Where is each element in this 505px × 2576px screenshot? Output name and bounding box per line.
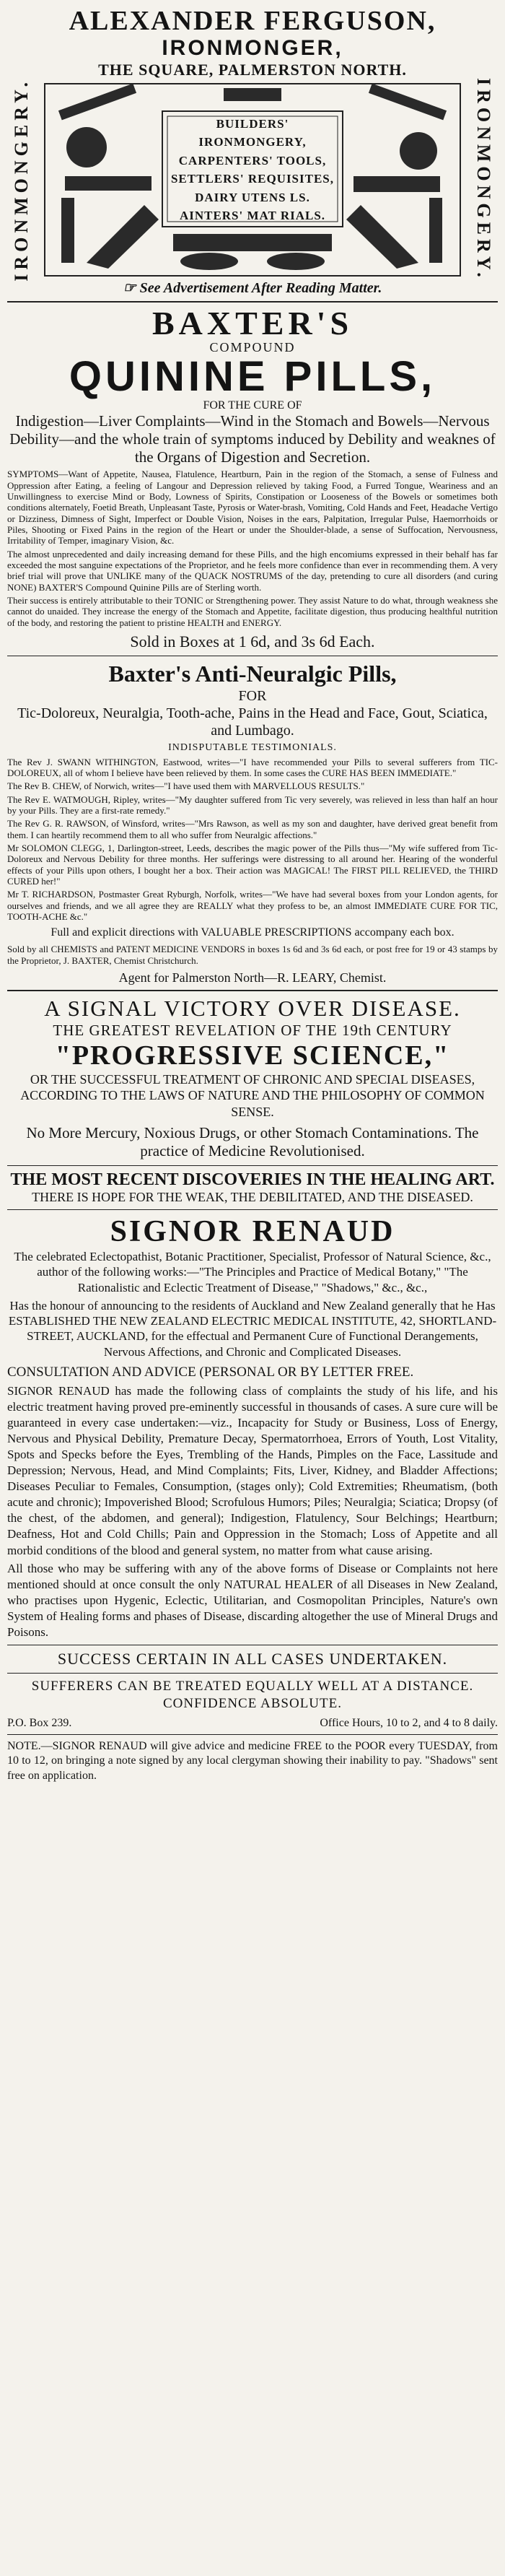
advertiser-trade: IRONMONGER, [162,35,343,60]
advertiser-address: THE SQUARE, PALMERSTON NORTH. [98,60,407,79]
testimonial: The Rev E. WATMOUGH, Ripley, writes—"My daughter suffered from Tic very severely, was relieved in less than half an hour by your Pills. They are a first-rate remedy." [7,793,498,817]
treatment-description: OR THE SUCCESSFUL TREATMENT OF CHRONIC AND SPECIAL DISEASES, ACCORDING TO THE LAWS OF NATURE AND THE PHILOSOPHY OF COMMON SENSE. [20,1071,485,1119]
divider [7,1209,498,1210]
plaque-line: CARPENTERS' TOOLS, [178,153,327,167]
success-paragraph: Their success is entirely attributable to their TONIC or Strengthening power. They assist Nature to do what, through weakness she cannot do unaided. They increase the energy of the Stomach and Appetite, facilitate digestion, thus producing healthful nutrition of the body, and restoring the patient to pristine HEALTH and ENERGY. [7,594,498,628]
divider [7,301,498,303]
for-cure-label: FOR THE CURE OF [203,399,302,412]
testimonials-heading: INDISPUTABLE TESTIMONIALS. [168,741,337,753]
brand-name: BAXTER'S [152,304,354,341]
ferguson-advertisement [7,7,498,297]
plaque-line: SETTLERS' REQUISITES, [170,172,335,186]
plaque-line: AINTERS' MAT RIALS. [179,209,326,223]
symptoms-paragraph: SYMPTOMS—Want of Appetite, Nausea, Flatulence, Heartburn, Pain in the region of the Stomach, a sense of Fulness and Oppression after Eating, a feeling of Langour and Depression relieved by taking Food, a Furred Tongue, Weariness and an Unwillingness to exercise Mind or Body, Lowness of Spirits, Constipation or Looseness of the Bowels or sometimes both conditions alternately, Foetid Breath, Unpleasant Taste, Pyrosis or Water-brash, Vomiting, Cold Hands and Feet, Headache Vertigo or Dizziness, Dimness of Sight, Imperfect or Double Vision, Noises in the ears, Palpitation, Irregular Pulse, Haemorrhoids or Piles, Shooting or Fixed Pains in the region of the Heart or under the Shoulder-blade, a sense of Suffocation, Nervousness, Irritability of Temper, imaginary Vision, &c. [7,469,498,547]
side-label-right: IRONMONGERY. [473,78,494,282]
product-title: QUININE PILLS, [69,352,436,400]
natural-healer-paragraph: All those who may be suffering with any of the above forms of Disease or Complaints not here mentioned should at once consult the only NATURAL HEALER of all Diseases in New Zealand, who practises upon Hygenic, Eclectic, Utilitarian, and Cosmopolitan Principles, Nature's own System of Healing forms and phases of Disease, discarding altogether the use of Mineral Drugs and Poisons. [7,1561,498,1639]
po-box: P.O. Box 239. [7,1716,72,1729]
anti-neuralgic-advertisement [7,661,498,985]
subheadline: THE GREATEST REVELATION OF THE 19th CENTURY [53,1021,452,1039]
side-label-left: IRONMONGERY. [11,78,32,282]
testimonial: The Rev G. R. RAWSON, of Winsford, writes—"Mrs Rawson, as well as my son and daughter, have derived great benefit from them. I can heartily recommend them to all who suffer from Neuralgic affections." [7,818,498,840]
practitioner-name: SIGNOR RENAUD [110,1215,395,1249]
recent-discoveries: THE MOST RECENT DISCOVERIES IN THE HEALING ART. [10,1170,495,1189]
practitioner-intro: The celebrated Eclectopathist, Botanic Practitioner, Specialist, Professor of Natural Science, &c., author of the following works:—"The Principles and Practice of Medical Botany," "The Rationalistic and Eclectic Treatment of Disease," "Shadows," &c., &c., [14,1250,491,1294]
progressive-science-title: "PROGRESSIVE SCIENCE," [55,1040,450,1071]
testimonial: Mr SOLOMON CLEGG, 1, Darlington-street, Leeds, describes the magic power of the Pills thus—"My wife suffered from Tic-Doloreux and Nervous Debility for three months. Her sufferings were distressing to all around her. Hearing of the wonderful effects of your Pills upon others, I bought her a box. Their action was MAGICAL! The FIRST PILL RELIEVED, the THIRD CURED her!" [7,843,498,887]
plaque-text [162,115,343,225]
sold-by-paragraph: Sold by all CHEMISTS and PATENT MEDICINE VENDORS in boxes 1s 6d and 3s 6d each, or post free for 19 or 43 stamps by the Proprietor, J. BAXTER, Chemist Christchurch. [7,944,498,966]
for-label: FOR [238,687,267,704]
distance-treatment-line: SUFFERERS CAN BE TREATED EQUALLY WELL AT A DISTANCE. CONFIDENCE ABSOLUTE. [31,1679,474,1711]
headline: A SIGNAL VICTORY OVER DISEASE. [44,995,461,1021]
directions-note: Full and explicit directions with VALUABLE PRESCRIPTIONS accompany each box. [50,926,454,939]
newspaper-column [7,7,498,2562]
advertiser-name: ALEXANDER FERGUSON, [69,7,436,36]
divider [7,1673,498,1674]
product-title: Baxter's Anti-Neuralgic Pills, [108,660,397,687]
institute-announcement: Has the honour of announcing to the residents of Auckland and New Zealand generally that he Has ESTABLISHED THE NEW ZEALAND ELECTRIC MEDICAL INSTITUTE, 42, SHORTLAND-STREET, AUCKLAND, for the effectual and Permanent Cure of Functional Derangements, Nervous Affections, and Chronic and Complicated Diseases. [8,1298,497,1359]
agent-line: Agent for Palmerston North—R. LEARY, Chemist. [118,970,387,985]
no-more-mercury: No More Mercury, Noxious Drugs, or other Stomach Contaminations. The practice of Medicine Revolutionised. [26,1124,479,1160]
office-hours: Office Hours, 10 to 2, and 4 to 8 daily. [320,1716,498,1729]
hope-line: THERE IS HOPE FOR THE WEAK, THE DEBILITATED, AND THE DISEASED. [32,1189,473,1204]
testimonial: The Rev J. SWANN WITHINGTON, Eastwood, writes—"I have recommended your Pills to several sufferers from TIC-DOLOREUX, all of whom I believe have been relieved by them. In some cases the CURE HAS BEEN IMMEDIATE." [7,756,498,779]
testimonial: The Rev B. CHEW, of Norwich, writes—"I have used them with MARVELLOUS RESULTS." [7,780,365,792]
ironmongery-illustration-box [7,78,498,282]
plaque-line: DAIRY UTENS LS. [195,190,310,204]
renaud-advertisement [7,996,498,1784]
pointing-hand-icon: ☞ [123,279,140,296]
plaque-line: BUILDERS' IRONMONGERY, [198,116,307,149]
divider [7,990,498,991]
demand-paragraph: The almost unprecedented and daily increasing demand for these Pills, and the high encomiums expressed in their behalf has far exceeded the most sanguine expectations of the Proprietor, and he feels more confidence than ever in recommending them. A very brief trial will prove that UNLIKE many of the QUACK NOSTRUMS of the day, pretending to cure all disorders (and curing NONE) BAXTER'S Compound Quinine Pills are of Sterling worth. [7,548,498,593]
testimonial: Mr T. RICHARDSON, Postmaster Great Ryburgh, Norfolk, writes—"We have had several boxes from your London agents, for ourselves and friends, and we all agree they are REALLY what they profess to be, an almost IMMEDIATE CURE FOR TIC, TOOTH-ACHE &c." [7,889,498,922]
ailments-lead: Indigestion—Liver Complaints—Wind in the Stomach and Bowels—Nervous Debility—and the whole train of symptoms induced by Debility and weaknes of the Organs of Digestion and Secretion. [9,412,496,466]
ailments-list: Tic-Doloreux, Neuralgia, Tooth-ache, Pains in the Head and Face, Gout, Sciatica, and Lumbago. [17,705,488,739]
contact-line [7,1717,498,1730]
success-line: SUCCESS CERTAIN IN ALL CASES UNDERTAKEN. [57,1650,448,1668]
quinine-pills-advertisement [7,304,498,651]
tools-illustration [43,82,462,277]
price-line: Sold in Boxes at 1 6d, and 3s 6d Each. [130,632,375,650]
divider [7,1734,498,1735]
consultation-line: CONSULTATION AND ADVICE (PERSONAL OR BY LETTER FREE. [7,1364,414,1380]
see-advertisement-note: ☞ See Advertisement After Reading Matter. [123,279,382,296]
divider [7,1165,498,1166]
complaints-paragraph: SIGNOR RENAUD has made the following class of complaints the study of his life, and his electric treatment having proved pre-eminently successful in thousands of cases. A sure cure will be guaranteed in every case undertaken:—viz., Incapacity for Study or Business, Loss of Energy, Nervous and Physical Debility, Premature Decay, Spermatorrhoea, Errors of Youth, Lost Vitality, Spots and Specks before the Eyes, Trembling of the Hands, Pimples on the Face, Lassitude and Depression; Nervous, Head, and Mind Complaints; Fits, Liver, Kidney, and Bladder Affections; Diseases Peculiar to Females, Consumption, (stages only); Cold Extremities; Rheumatism, (both acute and chronic); Impoverished Blood; Scrofulous Humors; Piles; Neuralgia; Sciatica; Dropsy (of the chest, of the abdomen, and general); Indigestion, Flatulency, Sour Belchings; Heartburn; Deafness, Hot and Cold Chills; Pain and Oppression in the Stomach; Loss of Appetite and all morbid conditions of the blood and general system, no matter from what cause arising. [7,1383,498,1557]
note-paragraph: NOTE.—SIGNOR RENAUD will give advice and medicine FREE to the POOR every TUESDAY, from 10 to 12, on bringing a note signed by any local clergyman showing their inability to pay. "Shadows" sent free on application. [7,1739,498,1783]
compound-label: COMPOUND [209,339,296,354]
